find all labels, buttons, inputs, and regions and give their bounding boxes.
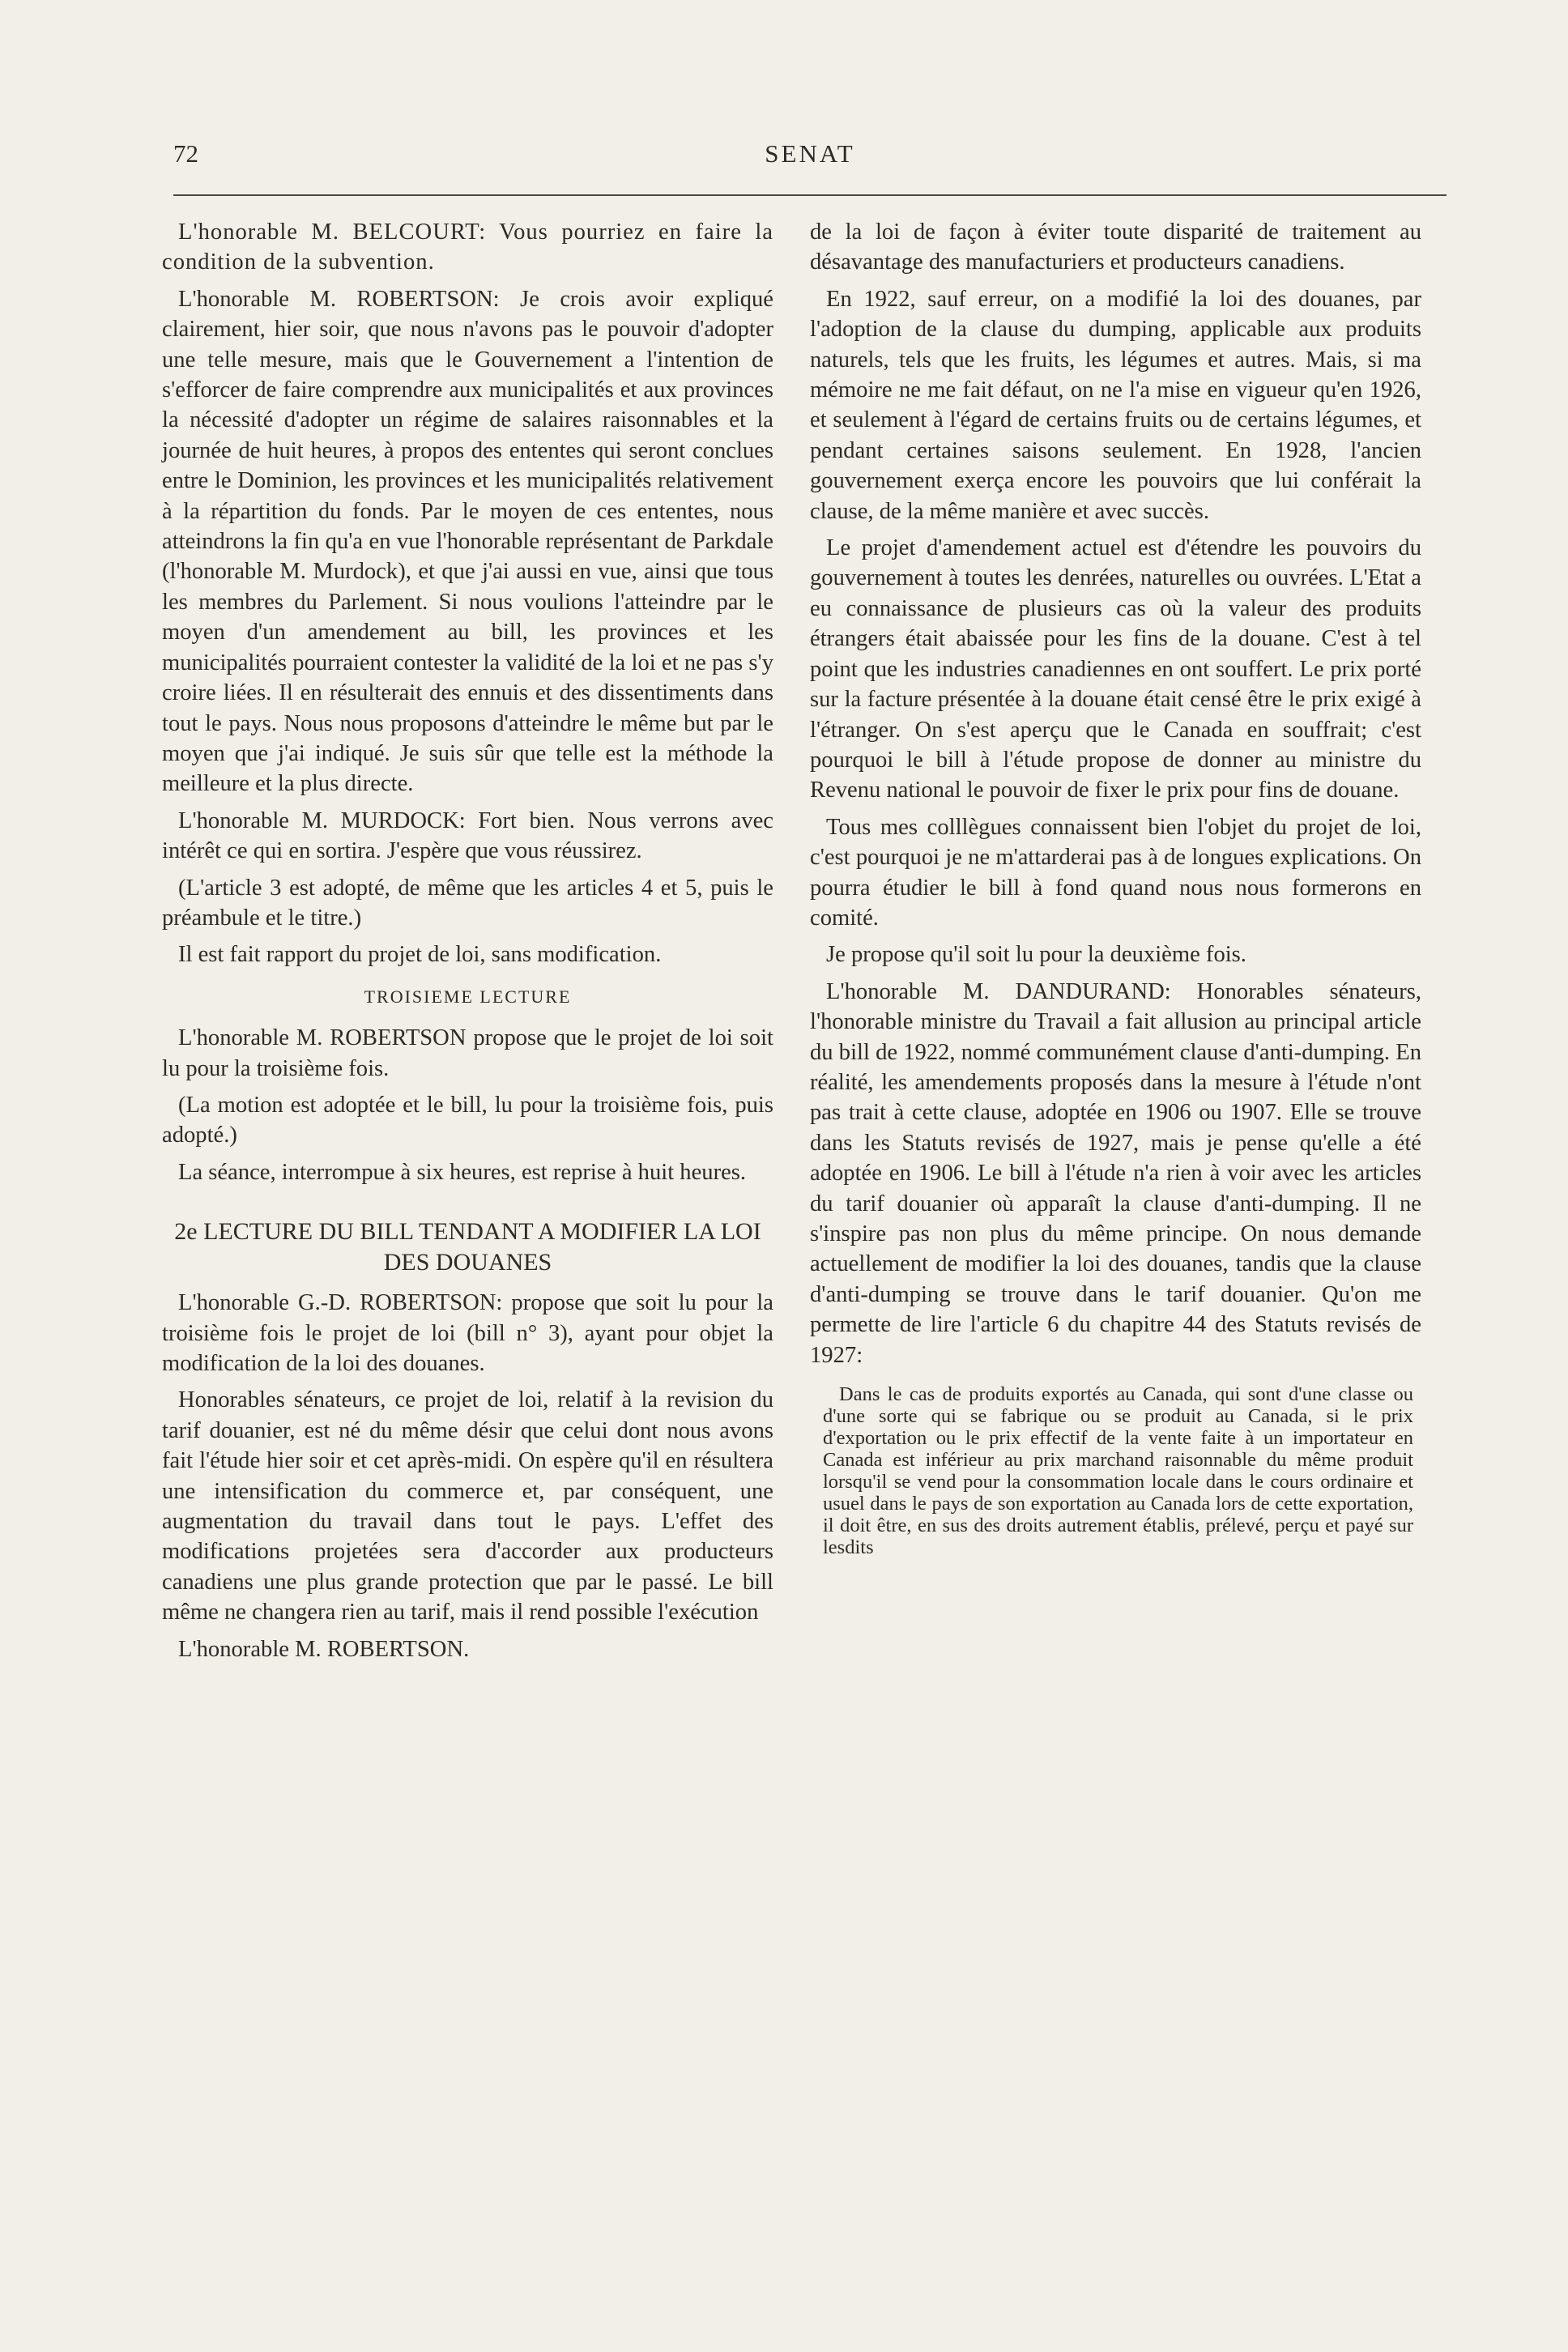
- paragraph: de la loi de façon à éviter toute disparité de traitement au désavantage des manufacturiers et producteurs canadiens.: [810, 219, 1421, 275]
- paragraph: L'honorable M. DANDURAND: Honorables sénateurs, l'honorable ministre du Travail a fait allusion au principal article du bill de 1922, nommé communément clause d'anti-dumping. En réalité, les amendements proposés dans la mesure à l'étude n'ont pas trait à cette clause, adoptée en 1906 ou 1907. Elle se trouve dans les Statuts revisés de 1927, mais je pense qu'elle a été adoptée en 1906. Le bill à l'étude n'a rien à voir avec les articles du tarif douanier où apparaît la clause d'anti-dumping. Il ne s'inspire pas non plus du même principe. On nous demande actuellement de modifier la loi des douanes, tandis que la clause d'anti-dumping se trouve dans le tarif douanier. Qu'on me permette de lire l'article 6 du chapitre 44 des Statuts revisés de 1927:: [810, 978, 1421, 1368]
- paragraph: (L'article 3 est adopté, de même que les articles 4 et 5, puis le préambule et le titre.): [162, 875, 773, 931]
- running-title: SENAT: [765, 139, 855, 168]
- paragraph: Tous mes colllègues connaissent bien l'objet du projet de loi, c'est pourquoi je ne m'attarderai pas à de longues explications. On pourra étudier le bill à fond quand nous nous formerons en comité.: [810, 814, 1421, 931]
- paragraph: Le projet d'amendement actuel est d'étendre les pouvoirs du gouvernement à toutes les denrées, naturelles ou ouvrées. L'Etat a eu connaissance de plusieurs cas où la valeur des produits étrangers était abaissée pour les fins de la douane. C'est à tel point que les industries canadiennes en ont souffert. Le prix porté sur la facture présentée à la douane était censé être le prix exigé à l'étranger. On s'est aperçu que le Canada en souffrait; c'est pourquoi le bill à l'étude propose de donner au ministre du Revenu national le pouvoir de fixer le prix pour fins de douane.: [810, 535, 1421, 803]
- statute-quote: Dans le cas de produits exportés au Canada, qui sont d'une classe ou d'une sorte qui se fabrique ou se produit au Canada, si le prix d'exportation ou le prix effectif de la vente faite à un importateur en Canada est inférieur au prix marchand raisonnable du même produit lorsqu'il se vend pour la consommation locale dans le cours ordinaire et usuel dans le pays de son exportation au Canada lors de cette exportation, il doit être, en sus des droits autrement établis, prélevé, perçu et payé sur lesdits: [823, 1383, 1413, 1559]
- header-rule: [173, 194, 1447, 196]
- column-footer: L'honorable M. ROBERTSON.: [178, 1636, 470, 1662]
- paragraph: L'honorable M. ROBERTSON propose que le projet de loi soit lu pour la troisième fois.: [162, 1025, 773, 1081]
- left-column: [162, 217, 773, 1671]
- paragraph: L'honorable G.-D. ROBERTSON: propose que soit lu pour la troisième fois le projet de loi (bill n° 3), ayant pour objet la modification de la loi des douanes.: [162, 1290, 773, 1376]
- right-column: [810, 217, 1421, 1558]
- paragraph: L'honorable M. BELCOURT: Vous pourriez en faire la condition de la subvention.: [162, 219, 773, 275]
- paragraph: Honorables sénateurs, ce projet de loi, relatif à la revision du tarif douanier, est né du même désir que celui dont nous avons fait l'étude hier soir et cet après-midi. On espère qu'il en résultera une intensification du commerce et, par conséquent, une augmentation du travail dans tout le pays. L'effet des modifications projetées sera d'accorder aux producteurs canadiens une plus grande protection que par le passé. Le bill même ne changera rien au tarif, mais il rend possible l'exécution: [162, 1387, 773, 1626]
- subheading-third-reading: TROISIEME LECTURE: [364, 986, 572, 1007]
- page-header: [173, 130, 1447, 178]
- paragraph: L'honorable M. MURDOCK: Fort bien. Nous verrons avec intérêt ce qui en sortira. J'espère que vous réussirez.: [162, 807, 773, 864]
- paragraph: La séance, interrompue à six heures, est reprise à huit heures.: [178, 1159, 747, 1185]
- page-number: 72: [173, 139, 198, 168]
- section-title: 2e LECTURE DU BILL TENDANT A MODIFIER LA LOI DES DOUANES: [174, 1218, 761, 1276]
- paragraph: En 1922, sauf erreur, on a modifié la loi des douanes, par l'adoption de la clause du dumping, applicable aux produits naturels, tels que les fruits, les légumes et autres. Mais, si ma mémoire ne me fait défaut, on ne l'a mise en vigueur qu'en 1926, et seulement à l'égard de certains fruits ou de certains légumes, et pendant certaines saisons seulement. En 1928, l'ancien gouvernement exerça encore les pouvoirs que lui conférait la clause, de la même manière et avec succès.: [810, 286, 1421, 524]
- paragraph: Il est fait rapport du projet de loi, sans modification.: [178, 942, 662, 968]
- paragraph: L'honorable M. ROBERTSON: Je crois avoir expliqué clairement, hier soir, que nous n'avons pas le pouvoir d'adopter une telle mesure, mais que le Gouvernement a l'intention de s'efforcer de faire comprendre aux municipalités et aux provinces la nécessité d'adopter un régime de salaires raisonnables et la journée de huit heures, à propos des ententes qui seront conclues entre le Dominion, les provinces et les municipalités relativement à la répartition du fonds. Par le moyen de ces ententes, nous atteindrons la fin qu'a en vue l'honorable représentant de Parkdale (l'honorable M. Murdock), et que j'ai aussi en vue, ainsi que tous les membres du Parlement. Si nous voulions l'atteindre par le moyen d'un amendement au bill, les provinces et les municipalités pourraient contester la validité de la loi et ne pas s'y croire liées. Il en résulterait des ennuis et des dissentiments dans tout le pays. Nous nous proposons d'atteindre le même but par le moyen que j'ai indiqué. Je suis sûr que telle est la méthode la meilleure et la plus directe.: [162, 286, 773, 797]
- paragraph: Je propose qu'il soit lu pour la deuxième fois.: [826, 942, 1246, 968]
- paragraph: (La motion est adoptée et le bill, lu pour la troisième fois, puis adopté.): [162, 1092, 773, 1148]
